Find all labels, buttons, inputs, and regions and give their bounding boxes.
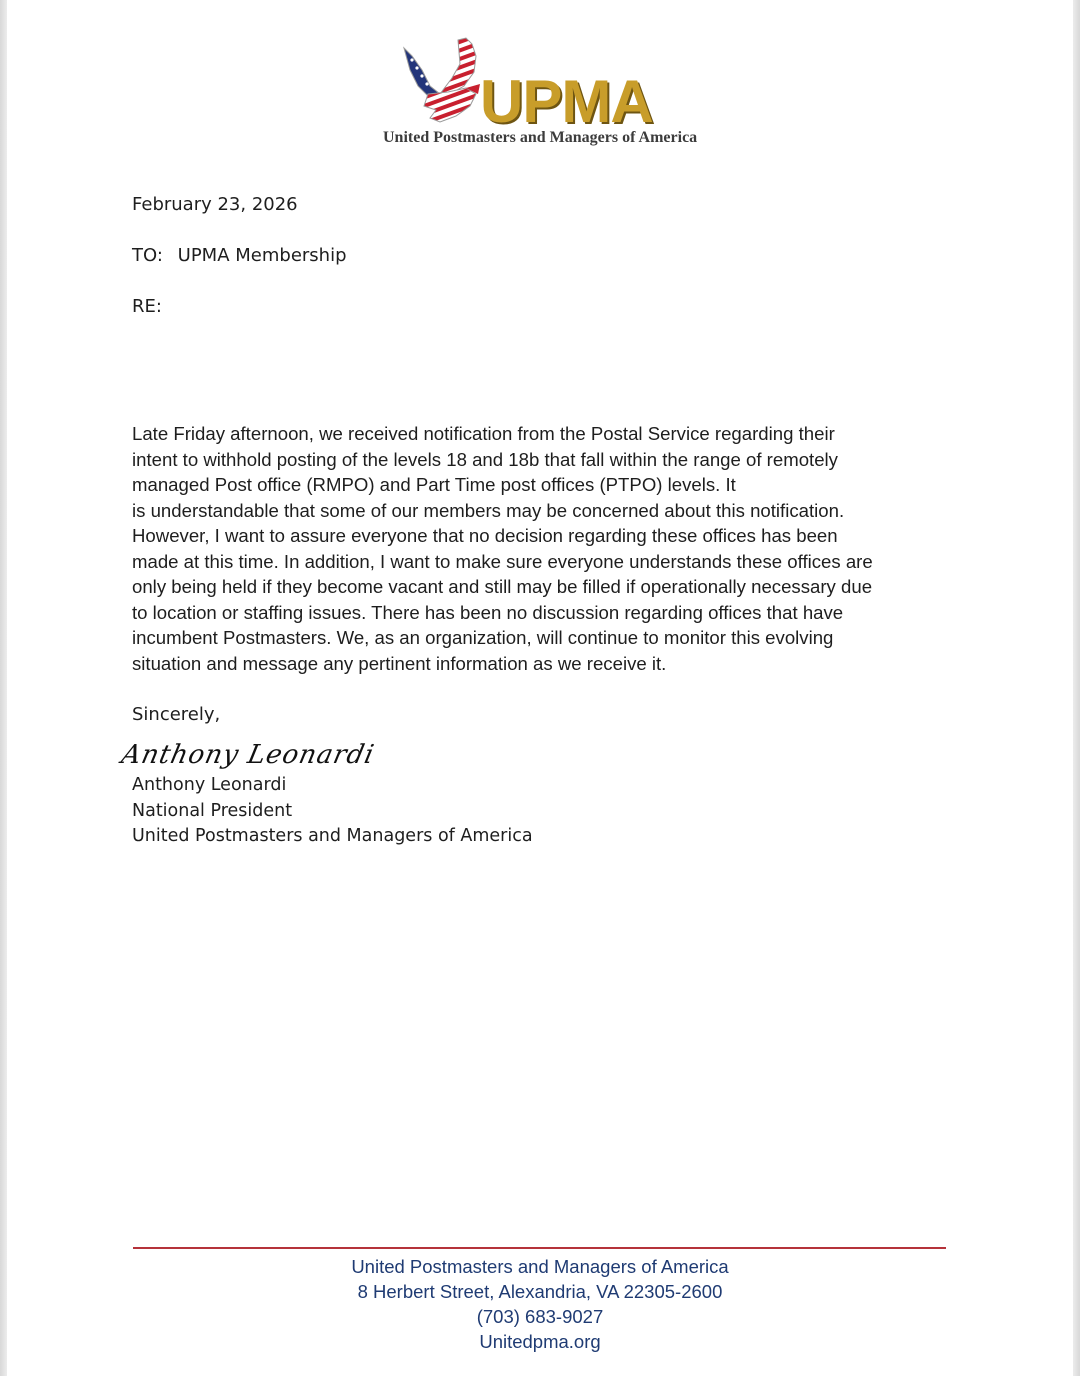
- footer-phone: (703) 683-9027: [476, 1306, 604, 1327]
- upma-logo: [400, 36, 690, 135]
- signature-block: [132, 773, 533, 850]
- footer-organization: United Postmasters and Managers of America: [351, 1256, 729, 1277]
- body-line: only being held if they become vacant and still may be filled if operationally necessary due: [132, 576, 873, 597]
- re-label: RE:: [132, 296, 162, 317]
- footer-divider: [133, 1247, 946, 1249]
- body-line: Late Friday afternoon, we received notification from the Postal Service regarding their: [132, 423, 835, 444]
- body-line: managed Post office (RMPO) and Part Time post offices (PTPO) levels. It: [132, 474, 736, 495]
- letterhead-organization: United Postmasters and Managers of America: [383, 129, 698, 146]
- recipient: UPMA Membership: [177, 245, 347, 266]
- subject-line: [132, 294, 162, 320]
- letter-body: [132, 421, 952, 676]
- footer: [0, 1254, 1080, 1354]
- handwritten-signature: Anthony Leonardi: [118, 740, 378, 770]
- to-label: TO:: [132, 245, 163, 266]
- page-edge-right: [1073, 0, 1080, 1376]
- recipient-line: [132, 243, 347, 269]
- footer-website[interactable]: Unitedpma.org: [479, 1331, 601, 1352]
- body-line: intent to withhold posting of the levels 18 and 18b that fall within the range of remotely: [132, 448, 838, 470]
- body-line: made at this time. In addition, I want to make sure everyone understands these offices are: [132, 550, 873, 572]
- closing-salutation: Sincerely,: [132, 704, 221, 725]
- signer-name: Anthony Leonardi: [132, 775, 287, 795]
- body-line: is understandable that some of our members may be concerned about this notification.: [132, 499, 845, 521]
- footer-address: 8 Herbert Street, Alexandria, VA 22305-2600: [357, 1281, 723, 1302]
- body-line: However, I want to assure everyone that no decision regarding these offices has been: [132, 525, 838, 546]
- letter-date: February 23, 2026: [132, 194, 298, 215]
- body-line: situation and message any pertinent information as we receive it.: [132, 652, 667, 674]
- logo-wordmark: UPMA: [480, 68, 653, 135]
- signer-organization: United Postmasters and Managers of America: [132, 826, 533, 846]
- page-edge-left: [0, 0, 7, 1376]
- signer-title: National President: [132, 800, 293, 821]
- body-line: incumbent Postmasters. We, as an organization, will continue to monitor this evolving: [132, 627, 834, 648]
- body-line: to location or staffing issues. There has been no discussion regarding offices that have: [132, 601, 844, 623]
